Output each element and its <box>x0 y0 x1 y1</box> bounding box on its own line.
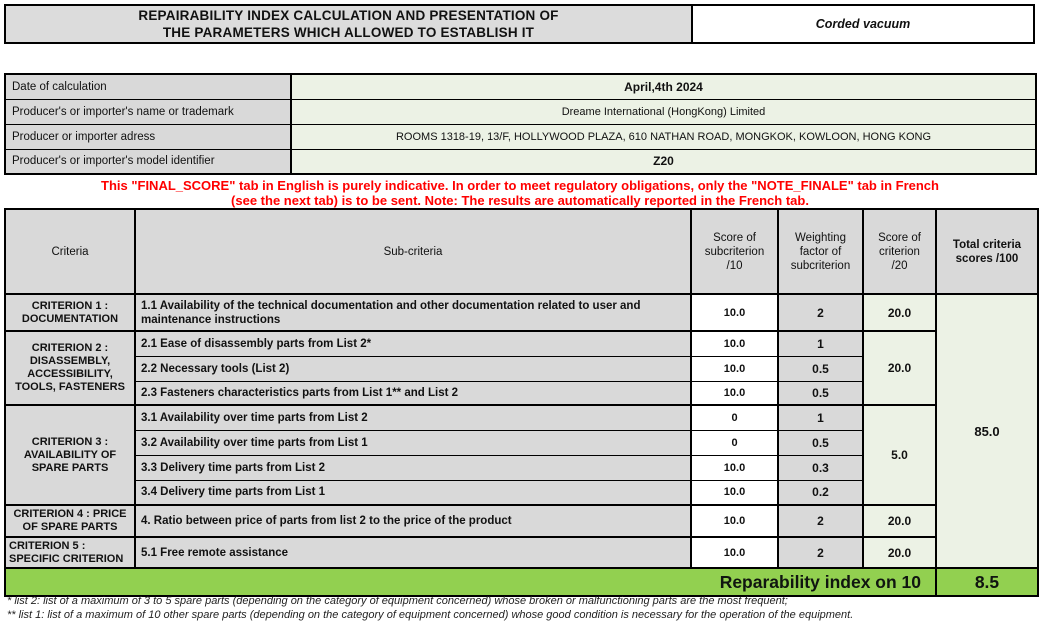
repairability-index-label: Reparability index on 10 <box>5 568 936 596</box>
header-sub-criteria: Sub-criteria <box>135 209 691 294</box>
header-score-subcriterion: Score of subcriterion /10 <box>691 209 778 294</box>
total-criteria-score: 85.0 <box>936 294 1038 568</box>
subcriterion-label: 2.2 Necessary tools (List 2) <box>135 356 691 381</box>
info-label-address: Producer or importer adress <box>5 124 291 149</box>
document-title-line2: THE PARAMETERS WHICH ALLOWED TO ESTABLISH IT <box>162 25 535 40</box>
subcriterion-label: 3.3 Delivery time parts from List 2 <box>135 455 691 480</box>
criterion-score: 20.0 <box>863 294 936 331</box>
info-label-date: Date of calculation <box>5 74 291 99</box>
subcriterion-label: 5.1 Free remote assistance <box>135 537 691 568</box>
weighting-factor: 0.3 <box>778 455 863 480</box>
subcriterion-score: 10.0 <box>691 537 778 568</box>
regulatory-notice <box>0 179 1040 208</box>
repairability-index-value: 8.5 <box>936 568 1038 596</box>
subcriterion-score: 10.0 <box>691 480 778 505</box>
subcriterion-score: 10.0 <box>691 294 778 331</box>
weighting-factor: 2 <box>778 505 863 537</box>
producer-info-table <box>4 73 1037 175</box>
criteria-table-row <box>5 537 1038 568</box>
info-value-date: April,4th 2024 <box>291 74 1036 99</box>
criterion-score: 5.0 <box>863 405 936 505</box>
criterion-label: CRITERION 2 : DISASSEMBLY, ACCESSIBILITY, TOOLS, FASTENERS <box>5 331 135 405</box>
subcriterion-score: 10.0 <box>691 505 778 537</box>
footnotes <box>7 594 1033 622</box>
criteria-table-row <box>5 405 1038 430</box>
criterion-score: 20.0 <box>863 331 936 405</box>
criterion-score: 20.0 <box>863 505 936 537</box>
info-label-name: Producer's or importer's name or trademark <box>5 99 291 124</box>
criteria-table-row <box>5 505 1038 537</box>
title-banner-row <box>4 4 1037 44</box>
subcriterion-label: 1.1 Availability of the technical documentation and other documentation related to user and maintenance instructions <box>135 294 691 331</box>
info-label-model: Producer's or importer's model identifier <box>5 149 291 174</box>
weighting-factor: 0.5 <box>778 430 863 455</box>
subcriterion-label: 4. Ratio between price of parts from list 2 to the price of the product <box>135 505 691 537</box>
criteria-table-row <box>5 331 1038 356</box>
info-row-address <box>5 124 1036 149</box>
document-title-line1: REPAIRABILITY INDEX CALCULATION AND PRESENTATION OF <box>138 8 559 23</box>
weighting-factor: 2 <box>778 294 863 331</box>
weighting-factor: 0.2 <box>778 480 863 505</box>
weighting-factor: 1 <box>778 405 863 430</box>
criterion-score: 20.0 <box>863 537 936 568</box>
subcriterion-label: 3.1 Availability over time parts from List 2 <box>135 405 691 430</box>
weighting-factor: 0.5 <box>778 381 863 405</box>
info-value-name: Dreame International (HongKong) Limited <box>291 99 1036 124</box>
subcriterion-label: 3.2 Availability over time parts from List 1 <box>135 430 691 455</box>
criterion-label: CRITERION 3 : AVAILABILITY OF SPARE PARTS <box>5 405 135 505</box>
info-row-date <box>5 74 1036 99</box>
regulatory-notice-line2: (see the next tab) is to be sent. Note: The results are automatically reported in the French tab. <box>231 192 809 208</box>
product-category: Corded vacuum <box>691 4 1035 44</box>
subcriterion-score: 10.0 <box>691 455 778 480</box>
header-score-criterion: Score of criterion /20 <box>863 209 936 294</box>
criterion-label: CRITERION 5 : SPECIFIC CRITERION <box>5 537 135 568</box>
subcriterion-score: 0 <box>691 405 778 430</box>
footnote-list1: ** list 1: list of a maximum of 10 other spare parts (depending on the category of equipment concerned) whose good condition is necessary for the operation of the equipment. <box>7 609 854 621</box>
criterion-label: CRITERION 4 : PRICE OF SPARE PARTS <box>5 505 135 537</box>
subcriterion-label: 2.1 Ease of disassembly parts from List 2* <box>135 331 691 356</box>
regulatory-notice-line1: This "FINAL_SCORE" tab in English is purely indicative. In order to meet regulatory obligations, only the "NOTE_FINALE" tab in French <box>101 178 939 193</box>
criteria-table-row <box>5 294 1038 331</box>
info-value-address: ROOMS 1318-19, 13/F, HOLLYWOOD PLAZA, 610 NATHAN ROAD, MONGKOK, KOWLOON, HONG KONG <box>291 124 1036 149</box>
criteria-table <box>4 208 1039 597</box>
info-row-model <box>5 149 1036 174</box>
footnote-list2: * list 2: list of a maximum of 3 to 5 spare parts (depending on the category of equipment concerned) whose broken or malfunctioning parts are the most frequent; <box>7 595 788 607</box>
criteria-table-header-row <box>5 209 1038 294</box>
info-row-name <box>5 99 1036 124</box>
weighting-factor: 1 <box>778 331 863 356</box>
info-value-model: Z20 <box>291 149 1036 174</box>
weighting-factor: 2 <box>778 537 863 568</box>
repairability-index-row <box>5 568 1038 596</box>
header-criteria: Criteria <box>5 209 135 294</box>
subcriterion-label: 2.3 Fasteners characteristics parts from List 1** and List 2 <box>135 381 691 405</box>
weighting-factor: 0.5 <box>778 356 863 381</box>
subcriterion-score: 10.0 <box>691 356 778 381</box>
subcriterion-score: 10.0 <box>691 331 778 356</box>
document-title <box>4 4 693 44</box>
criterion-label: CRITERION 1 : DOCUMENTATION <box>5 294 135 331</box>
subcriterion-score: 0 <box>691 430 778 455</box>
header-total-scores: Total criteria scores /100 <box>936 209 1038 294</box>
header-weighting-factor: Weighting factor of subcriterion <box>778 209 863 294</box>
subcriterion-label: 3.4 Delivery time parts from List 1 <box>135 480 691 505</box>
subcriterion-score: 10.0 <box>691 381 778 405</box>
